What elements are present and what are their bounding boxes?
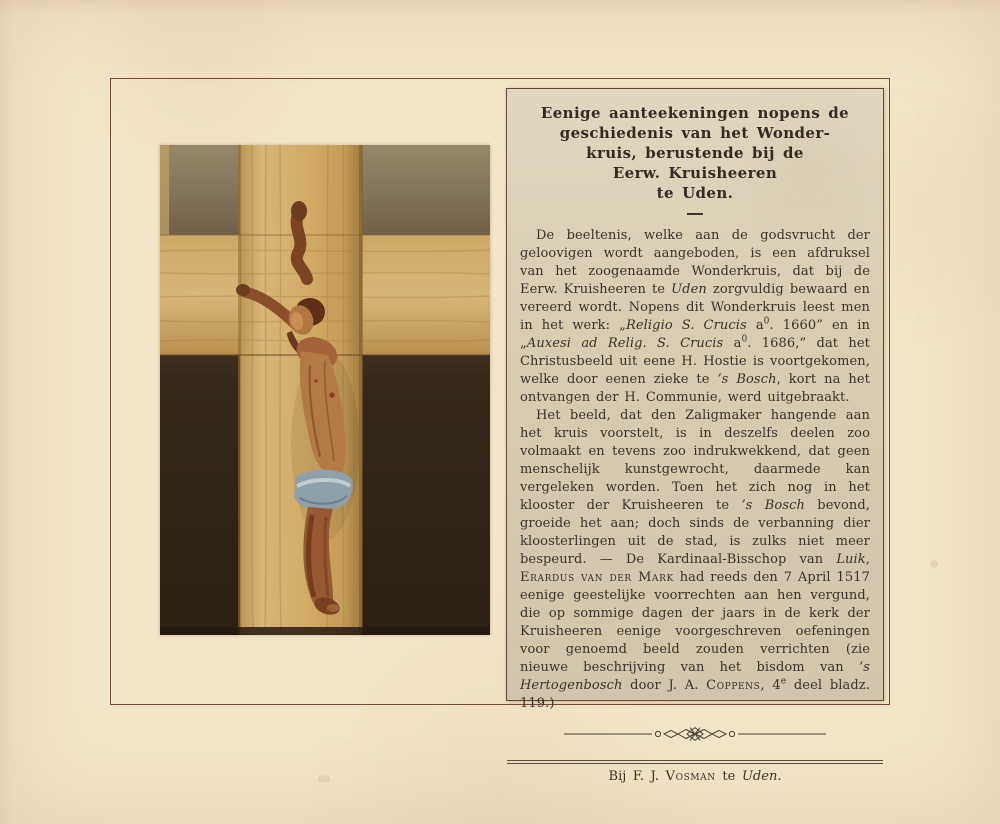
title-line: Eerw. Kruisheeren: [612, 164, 778, 182]
crucifix-photograph: [160, 145, 490, 635]
paragraph: De beeltenis, welke aan de godsvrucht der geloovigen wordt aangeboden, is een afdruksel van het zoogenaamde Wonderkruis, dat bij de Eerw. Kruisheeren te Uden zorgvuldig bewaard en vereerd wordt. Nopens dit Wonderkruis leest men in het werk: „Religio S. Crucis $a^0$. 1660” en in „Auxesi ad Relig. S. Crucis $a^0$. 1686,” dat het Christusbeeld uit eene H. Hostie is voortgekomen, welke door eenen zieke te ’s Bosch, kort na het ontvangen der H. Communie, werd uitgebraakt.: [520, 228, 870, 405]
title-line: te Uden.: [656, 184, 734, 202]
clipping-title: [520, 103, 870, 203]
title-line: geschiedenis van het Wonder-: [559, 124, 831, 142]
age-spot: [930, 560, 938, 568]
imprint-line: Bij F. J. Vosman te Uden.: [608, 769, 782, 784]
printed-clipping: [506, 88, 884, 784]
ornament-divider-icon: [560, 725, 830, 743]
imprint-rule: [507, 760, 883, 764]
paragraph: Het beeld, dat den Zaligmaker hangende aan het kruis voorstelt, is in deszelfs deelen zoo volmaakt en tevens zoo indrukwekkend, dat geen menschelijk kunstgewrocht, daarmede kan vergeleken worden. Toen het zich nog in het klooster der Kruisheeren te ’s Bosch bevond, groeide het aan; doch sinds de verbanning dier kloosterlingen uit de stad, is zulks niet meer bespeurd. — De Kardinaal-Bisschop van Luik, Erardus van der Mark had reeds den 7 April 1517 eenige geestelijke voorrechten aan hen vergund, die op sommige dagen der jaars in de kerk der Kruisheeren eenige voorgeschreven oefeningen voor genoemd beeld zouden verrichten (zie nieuwe beschrijving van het bisdom van ’s Hertogenbosch door J. A. Coppens, 4e deel bladz. 119.): [520, 408, 871, 711]
title-line: Eenige aanteekeningen nopens de: [540, 104, 850, 122]
crucifix-image-icon: [160, 145, 490, 635]
age-spot: [318, 775, 330, 783]
title-divider-rule: [687, 213, 703, 215]
title-line: kruis, berustende bij de: [586, 144, 804, 162]
clipping-body: [520, 227, 870, 713]
